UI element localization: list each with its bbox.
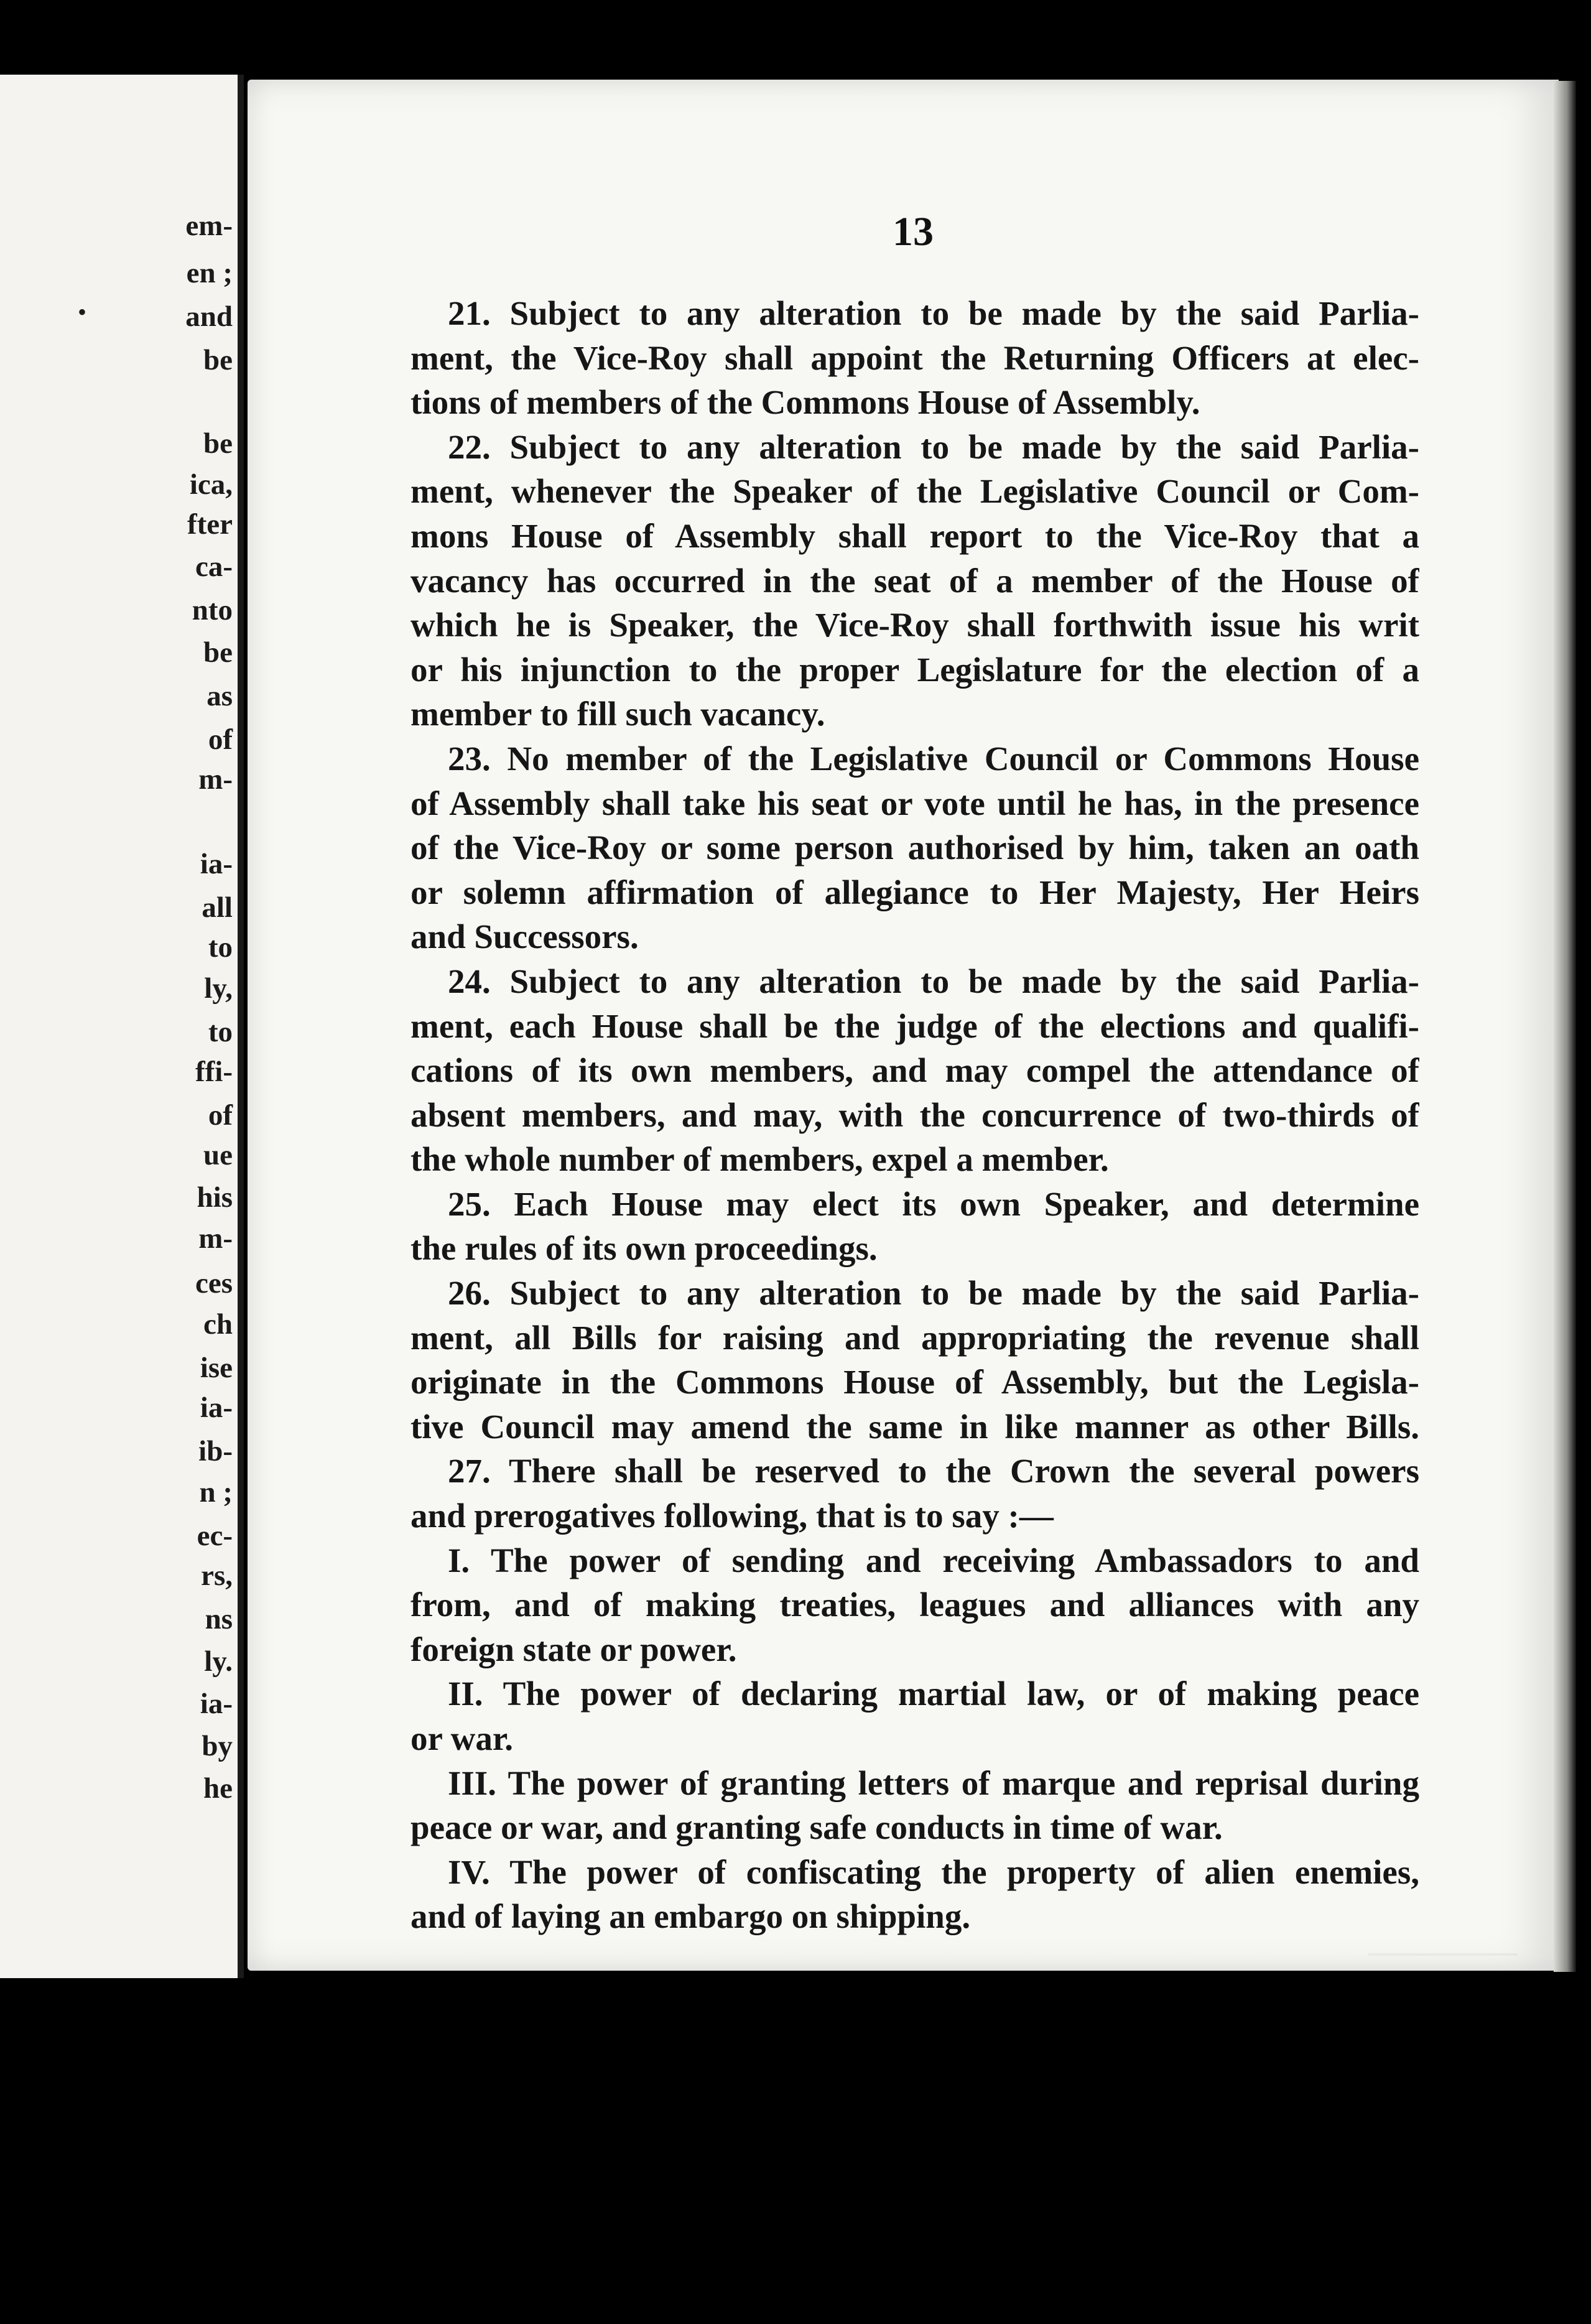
left-page-line: rs, <box>201 1559 233 1592</box>
text-line: or his injunction to the proper Legislature for the election of a <box>411 650 1419 689</box>
left-page-line: m- <box>198 763 233 796</box>
left-page-line: ffi- <box>195 1056 233 1088</box>
text-line: and prerogatives following, that is to say :— <box>411 1497 1054 1535</box>
text-line: cations of its own members, and may compel the attendance of <box>411 1051 1419 1090</box>
left-page-line: ly. <box>204 1645 233 1678</box>
left-page-line: to <box>208 931 233 964</box>
text-line: 23. No member of the Legislative Council or Commons House <box>448 739 1419 778</box>
text-line: II. The power of declaring martial law, or of making peace <box>448 1675 1419 1713</box>
text-line: I. The power of sending and receiving Ambassadors to and <box>448 1541 1419 1579</box>
text-line: and Successors. <box>411 918 639 956</box>
text-line: the whole number of members, expel a member. <box>411 1140 1109 1179</box>
left-page-line: ca- <box>195 551 233 583</box>
text-line: III. The power of granting letters of marque and reprisal during <box>448 1764 1419 1802</box>
text-line: 22. Subject to any alteration to be made by the said Parlia- <box>448 427 1419 466</box>
left-page-line: ec- <box>197 1520 233 1552</box>
text-line: originate in the Commons House of Assembly, but the Legisla- <box>411 1363 1419 1401</box>
left-page-line: ns <box>205 1603 233 1635</box>
left-page-line: ch <box>203 1308 233 1341</box>
text-line: of Assembly shall take his seat or vote until he has, in the presence <box>411 784 1419 822</box>
page-edge <box>1554 81 1576 1972</box>
left-page-line: of <box>208 723 233 756</box>
text-line: ment, all Bills for raising and appropriating the revenue shall <box>411 1318 1419 1357</box>
text-line: from, and of making treaties, leagues and alliances with any <box>411 1586 1419 1624</box>
left-page-line: ia- <box>200 848 233 880</box>
left-page-mark: • <box>78 298 87 326</box>
left-page-line: en ; <box>186 257 233 289</box>
left-page-line: as <box>206 680 233 712</box>
left-page-line: of <box>208 1099 233 1132</box>
left-page-line: ces <box>195 1267 233 1299</box>
body-text <box>411 291 1419 1939</box>
text-line: tive Council may amend the same in like manner as other Bills. <box>411 1407 1419 1446</box>
text-line: of the Vice-Roy or some person authorised by him, taken an oath <box>411 829 1419 867</box>
left-page-line: by <box>202 1730 233 1762</box>
left-page-line: em- <box>185 210 233 242</box>
left-page-line: ib- <box>198 1435 233 1467</box>
left-page-line: he <box>203 1772 233 1805</box>
left-page-line: all <box>202 891 233 924</box>
left-page-line: n ; <box>199 1476 233 1508</box>
text-line: 21. Subject to any alteration to be made by the said Parlia- <box>448 294 1419 332</box>
left-page-line: his <box>197 1181 233 1214</box>
text-line: or solemn affirmation of allegiance to Her Majesty, Her Heirs <box>411 873 1419 911</box>
text-line: mons House of Assembly shall report to the Vice-Roy that a <box>411 516 1419 555</box>
text-line: which he is Speaker, the Vice-Roy shall forthwith issue his writ <box>411 606 1419 644</box>
text-line: vacancy has occurred in the seat of a member of the House of <box>411 561 1419 600</box>
left-page-line: and <box>185 300 233 333</box>
text-line: 24. Subject to any alteration to be made by the said Parlia- <box>448 962 1419 1000</box>
left-page-line: ica, <box>189 468 233 501</box>
text-line: 26. Subject to any alteration to be made by the said Parlia- <box>448 1274 1419 1313</box>
left-page-line: nto <box>192 594 233 626</box>
left-page-line: m- <box>198 1222 233 1255</box>
left-page-line: fter <box>187 508 233 541</box>
text-line: ment, the Vice-Roy shall appoint the Returning Officers at elec- <box>411 338 1419 377</box>
text-line: and of laying an embargo on shipping. <box>411 1897 971 1936</box>
left-page-line: be <box>203 344 233 376</box>
left-page-line: be <box>203 636 233 669</box>
text-line: member to fill such vacancy. <box>411 695 825 733</box>
left-page-line: to <box>208 1016 233 1048</box>
left-page-fragment <box>0 75 244 1978</box>
text-line: ment, whenever the Speaker of the Legislative Council or Com- <box>411 472 1419 511</box>
text-line: 27. There shall be reserved to the Crown the several powers <box>448 1452 1419 1490</box>
text-line: IV. The power of confiscating the property of alien enemies, <box>448 1852 1419 1891</box>
left-page-line: ue <box>203 1139 233 1171</box>
paper-bleed-through <box>1368 1953 1518 1956</box>
page-number: 13 <box>893 209 934 254</box>
text-line: tions of members of the Commons House of Assembly. <box>411 383 1200 422</box>
left-page-line: ly, <box>204 972 233 1005</box>
left-page-line: ia- <box>200 1392 233 1424</box>
text-line: foreign state or power. <box>411 1630 737 1668</box>
left-page-line: be <box>203 427 233 460</box>
text-line: 25. Each House may elect its own Speaker, and determine <box>448 1184 1419 1223</box>
text-line: peace or war, and granting safe conducts in time of war. <box>411 1808 1223 1847</box>
text-line: or war. <box>411 1719 513 1757</box>
text-line: ment, each House shall be the judge of the elections and qualifi- <box>411 1006 1419 1045</box>
text-line: the rules of its own proceedings. <box>411 1229 878 1268</box>
text-line: absent members, and may, with the concurrence of two-thirds of <box>411 1095 1419 1134</box>
left-page-line: ise <box>200 1352 233 1384</box>
left-page-line: ia- <box>200 1688 233 1720</box>
